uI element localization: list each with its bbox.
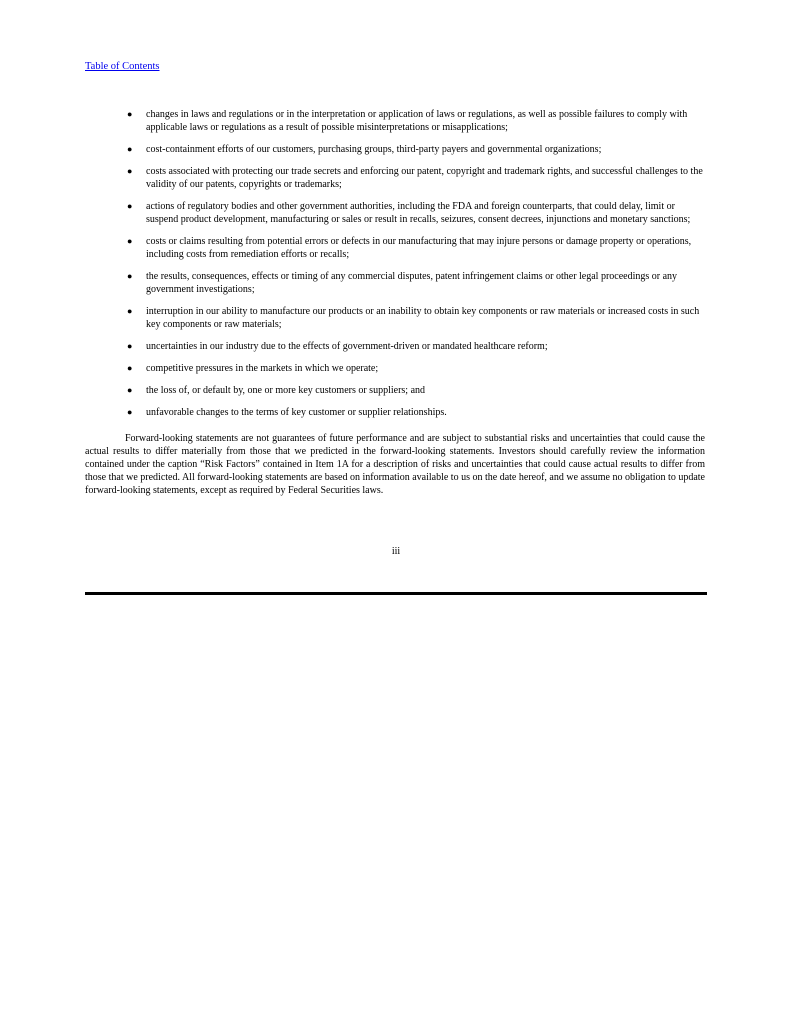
list-item [127, 200, 707, 226]
list-item [127, 235, 707, 261]
list-item-text: unfavorable changes to the terms of key customer or supplier relationships. [146, 407, 447, 418]
list-item-text: actions of regulatory bodies and other government authorities, including the FDA and foreign counterparts, that could delay, limit or suspend product development, manufacturing or sales or result in recalls, seizures, consent decrees, injunctions and monetary sanctions; [146, 201, 691, 225]
bullet-icon: ● [127, 166, 133, 176]
bullet-icon: ● [127, 407, 133, 417]
list-item [127, 165, 707, 191]
risk-factor-list [127, 108, 707, 428]
list-item-text: competitive pressures in the markets in which we operate; [146, 363, 379, 374]
list-item-text: interruption in our ability to manufacture our products or an inability to obtain key components or raw materials or increased costs in such key components or raw materials; [146, 306, 700, 330]
bullet-icon: ● [127, 236, 133, 246]
bullet-icon: ● [127, 109, 133, 119]
page-number: iii [391, 546, 401, 557]
bullet-icon: ● [127, 306, 133, 316]
list-item-text: changes in laws and regulations or in the interpretation or application of laws or regulations, as well as possible failures to comply with applicable laws or regulations as a result of possible misinterpretations or misapplications; [146, 109, 688, 133]
list-item [127, 362, 707, 375]
bullet-icon: ● [127, 341, 133, 351]
list-item-text: the results, consequences, effects or timing of any commercial disputes, patent infringement claims or other legal proceedings or any government investigations; [146, 271, 678, 295]
page-divider [85, 592, 707, 595]
list-item [127, 108, 707, 134]
bullet-icon: ● [127, 363, 133, 373]
forward-looking-paragraph: Forward-looking statements are not guarantees of future performance and are subject to substantial risks and uncertainties that could cause the actual results to differ materially from those that we predicted in the forward-looking statements. Investors should carefully review the information contained under the caption “Risk Factors” contained in Item 1A for a description of risks and uncertainties that could cause actual results to differ from those that we predicted. All forward-looking statements are based on information available to us on the date hereof, and we assume no obligation to update forward-looking statements, except as required by Federal Securities laws. [85, 433, 705, 496]
bullet-icon: ● [127, 385, 133, 395]
table-of-contents-link[interactable]: Table of Contents [85, 61, 160, 72]
list-item-text: cost-containment efforts of our customers, purchasing groups, third-party payers and governmental organizations; [146, 144, 602, 155]
list-item [127, 143, 707, 156]
list-item [127, 384, 707, 397]
list-item [127, 406, 707, 419]
list-item-text: the loss of, or default by, one or more key customers or suppliers; and [146, 385, 426, 396]
list-item-text: costs associated with protecting our trade secrets and enforcing our patent, copyright and trademark rights, and successful challenges to the validity of our patents, copyrights or trademarks; [146, 166, 703, 190]
list-item-text: uncertainties in our industry due to the effects of government-driven or mandated healthcare reform; [146, 341, 548, 352]
list-item [127, 270, 707, 296]
list-item [127, 305, 707, 331]
bullet-icon: ● [127, 201, 133, 211]
bullet-icon: ● [127, 144, 133, 154]
list-item [127, 340, 707, 353]
bullet-icon: ● [127, 271, 133, 281]
list-item-text: costs or claims resulting from potential errors or defects in our manufacturing that may injure persons or damage property or operations, including costs from remediation efforts or recalls; [146, 236, 692, 260]
